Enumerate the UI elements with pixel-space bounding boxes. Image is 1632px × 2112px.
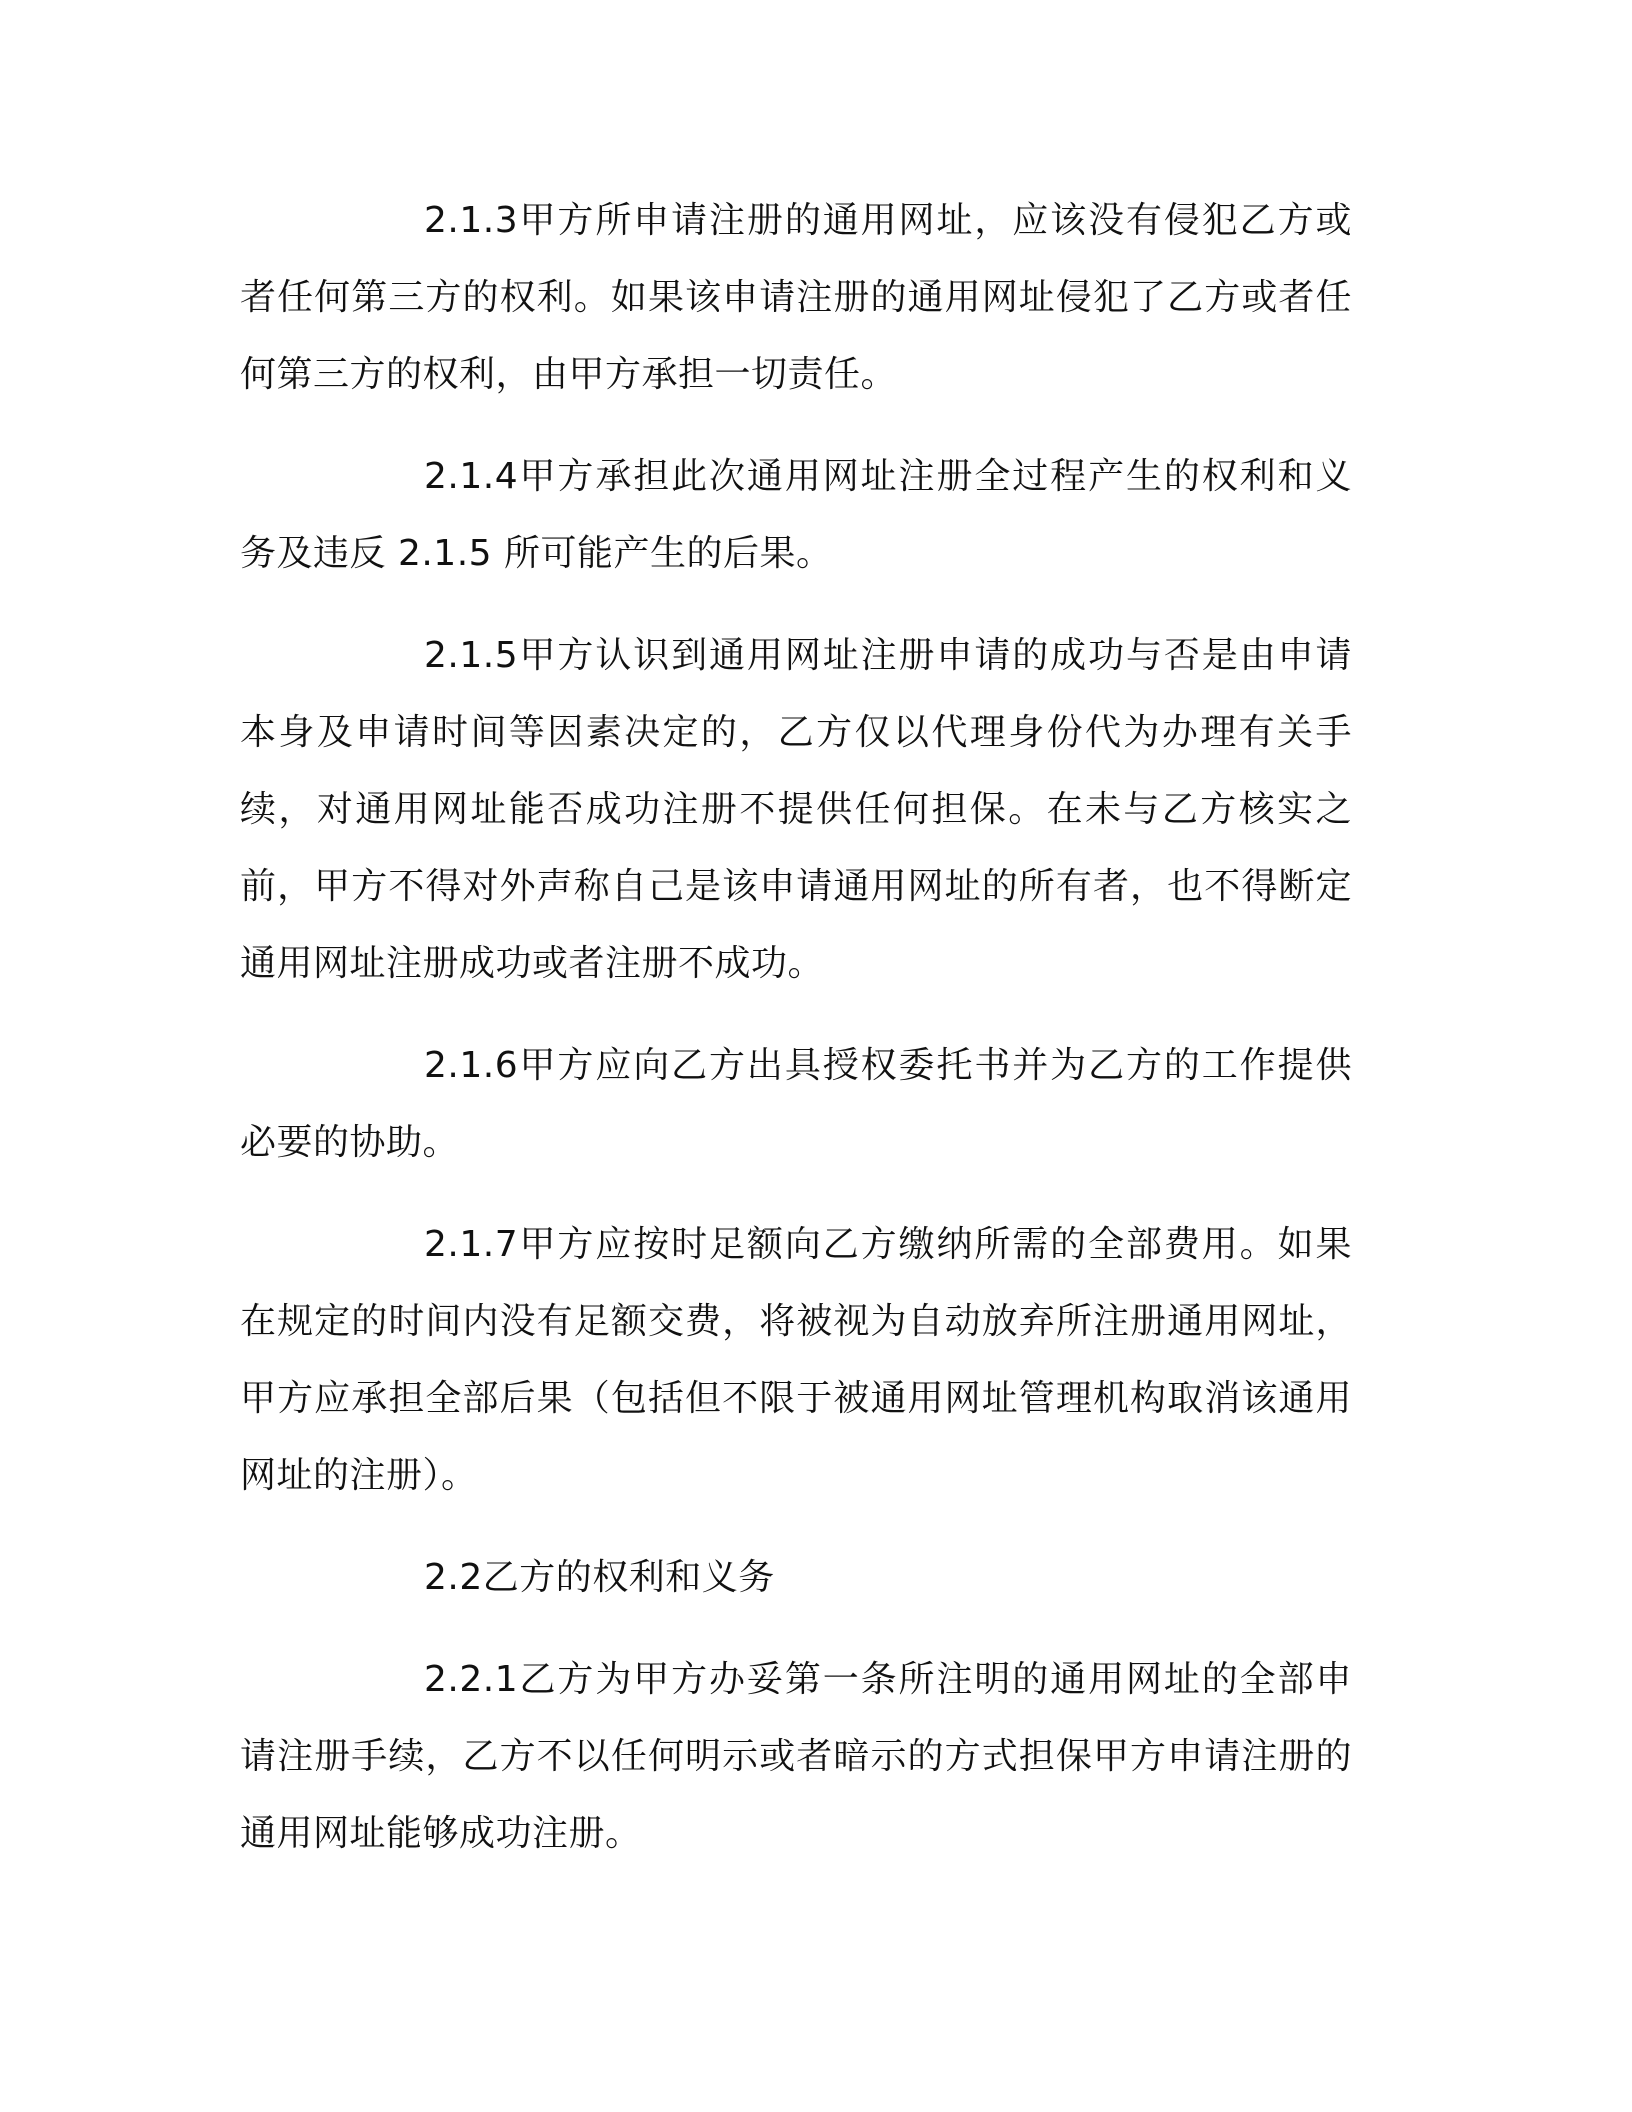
clause-2-1-3 <box>240 182 1352 413</box>
clause-2-1-5 <box>240 617 1352 1002</box>
clause-number: 2.2.1 <box>424 1659 519 1700</box>
clause-number: 2.1.7 <box>424 1224 519 1265</box>
section-title: 乙方的权利和义务 <box>482 1557 775 1598</box>
clause-text: 甲方所申请注册的通用网址，应该没有侵犯乙方或者任何第三方的权利。如果该申请注册的通用网址侵犯了乙方或者任何第三方的权利，由甲方承担一切责任。 <box>240 200 1352 395</box>
clause-text: 甲方应向乙方出具授权委托书并为乙方的工作提供必要的协助。 <box>240 1045 1352 1163</box>
clause-2-2-1 <box>240 1641 1352 1872</box>
clause-text: 甲方承担此次通用网址注册全过程产生的权利和义务及违反 2.1.5 所可能产生的后果。 <box>240 456 1352 574</box>
clause-text: 甲方认识到通用网址注册申请的成功与否是由申请本身及申请时间等因素决定的，乙方仅以代理身份代为办理有关手续，对通用网址能否成功注册不提供任何担保。在未与乙方核实之前，甲方不得对外声称自己是该申请通用网址的所有者，也不得断定通用网址注册成功或者注册不成功。 <box>240 635 1352 984</box>
section-number: 2.2 <box>424 1557 483 1598</box>
clause-number: 2.1.6 <box>424 1045 519 1086</box>
clause-number: 2.1.5 <box>424 635 519 676</box>
document-body <box>240 182 1352 1897</box>
clause-2-1-7 <box>240 1206 1352 1514</box>
clause-text: 乙方为甲方办妥第一条所注明的通用网址的全部申请注册手续，乙方不以任何明示或者暗示的方式担保甲方申请注册的通用网址能够成功注册。 <box>240 1659 1352 1854</box>
clause-2-1-6 <box>240 1027 1352 1181</box>
clause-number: 2.1.3 <box>424 200 519 241</box>
clause-text: 甲方应按时足额向乙方缴纳所需的全部费用。如果在规定的时间内没有足额交费，将被视为自动放弃所注册通用网址，甲方应承担全部后果（包括但不限于被通用网址管理机构取消该通用网址的注册）。 <box>240 1224 1352 1496</box>
section-2-2-heading <box>240 1539 1352 1616</box>
clause-number: 2.1.4 <box>424 456 519 497</box>
clause-2-1-4 <box>240 438 1352 592</box>
